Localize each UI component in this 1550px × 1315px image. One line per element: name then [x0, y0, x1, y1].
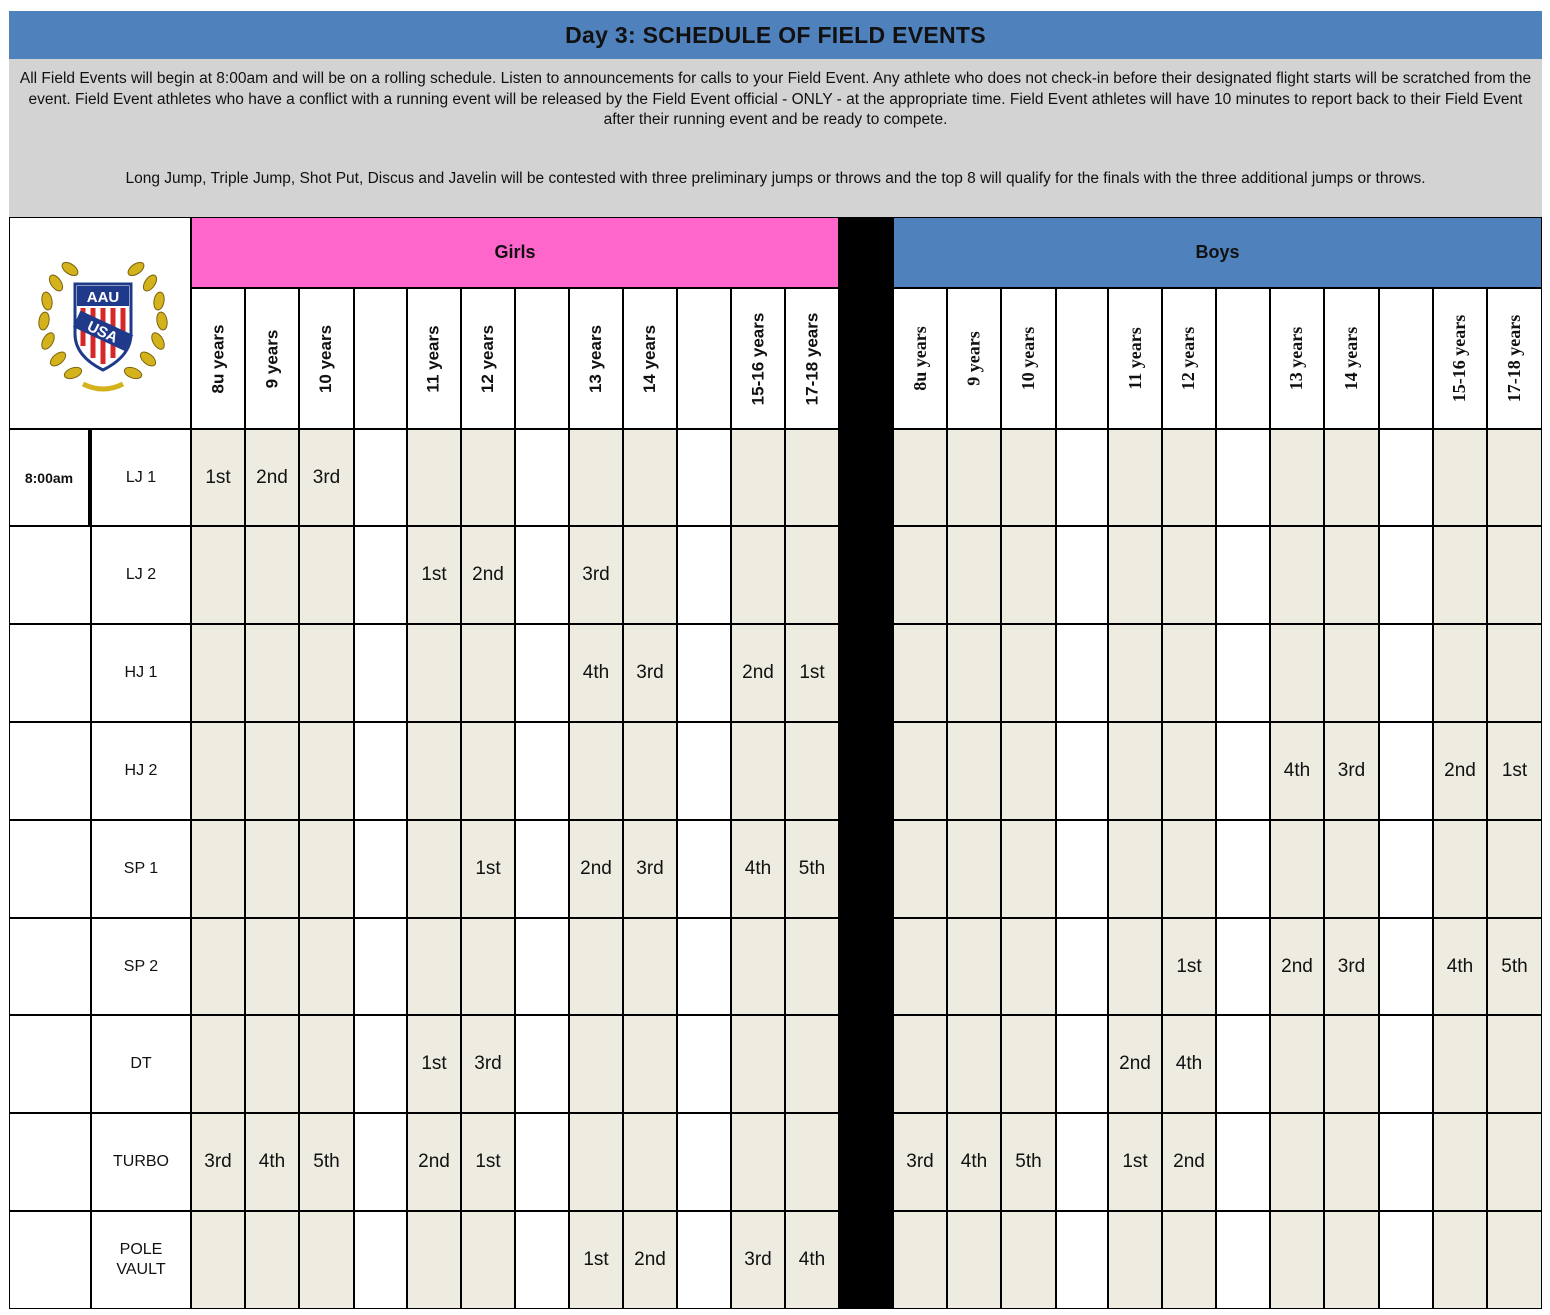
girls-schedule-cell: 5th	[299, 1113, 354, 1211]
boys-schedule-cell	[1108, 820, 1162, 918]
girls-schedule-cell: 3rd	[623, 624, 677, 722]
boys-schedule-cell	[1108, 722, 1162, 820]
girls-schedule-cell	[731, 1015, 785, 1113]
girls-schedule-cell	[407, 1211, 461, 1309]
age-label: 17-18 years	[802, 312, 822, 405]
girls-age-header	[785, 288, 839, 429]
boys-schedule-cell: 4th	[1162, 1015, 1216, 1113]
boys-schedule-cell	[947, 1015, 1001, 1113]
boys-schedule-cell	[1270, 429, 1324, 526]
event-label: DT	[91, 1015, 191, 1113]
event-label: LJ 2	[91, 526, 191, 624]
instructions-paragraph: All Field Events will begin at 8:00am and will be on a rolling schedule. Listen to announcements for calls to your Field Event. Any athlete who does not check-in before their designated flight starts will be scratched from the event. Field Event athletes who have a conflict with a running event will be released by the Field Event official - ONLY - at the appropriate time. Field Event athletes will have 10 minutes to report back to their Field Event after their running event and be ready to compete.	[19, 70, 1532, 128]
boys-schedule-cell	[1324, 1211, 1379, 1309]
girls-schedule-cell: 1st	[785, 624, 839, 722]
girls-schedule-cell	[191, 624, 245, 722]
girls-schedule-cell	[191, 918, 245, 1015]
girls-schedule-cell	[569, 918, 623, 1015]
girls-schedule-cell	[245, 1015, 299, 1113]
girls-schedule-cell	[677, 429, 731, 526]
boys-schedule-cell	[893, 624, 947, 722]
boys-age-header	[1108, 288, 1162, 429]
boys-age-header	[1001, 288, 1056, 429]
boys-schedule-cell: 2nd	[1433, 722, 1487, 820]
girls-schedule-cell	[515, 820, 569, 918]
boys-schedule-cell	[1487, 624, 1542, 722]
girls-schedule-cell: 2nd	[461, 526, 515, 624]
girls-schedule-cell: 5th	[785, 820, 839, 918]
boys-schedule-cell: 3rd	[1324, 722, 1379, 820]
girls-schedule-cell	[245, 526, 299, 624]
girls-schedule-cell	[354, 722, 407, 820]
boys-schedule-cell	[1324, 820, 1379, 918]
girls-age-header	[677, 288, 731, 429]
age-label: 11 years	[1124, 327, 1145, 390]
girls-schedule-cell	[461, 918, 515, 1015]
event-label: LJ 1	[91, 429, 191, 526]
girls-schedule-cell	[677, 1015, 731, 1113]
time-cell: 8:00am	[9, 429, 91, 526]
boys-schedule-cell	[1379, 526, 1433, 624]
aau-usa-logo	[28, 246, 178, 396]
boys-schedule-cell	[1379, 624, 1433, 722]
age-label: 8u years	[208, 324, 227, 393]
boys-schedule-cell: 2nd	[1162, 1113, 1216, 1211]
girls-schedule-cell	[731, 429, 785, 526]
boys-schedule-cell	[1324, 1015, 1379, 1113]
girls-schedule-cell: 3rd	[731, 1211, 785, 1309]
boys-schedule-cell	[1433, 429, 1487, 526]
girls-schedule-cell	[515, 1015, 569, 1113]
girls-schedule-cell	[354, 1211, 407, 1309]
boys-age-header	[1162, 288, 1216, 429]
girls-schedule-cell	[354, 1015, 407, 1113]
girls-schedule-cell	[354, 429, 407, 526]
girls-age-header	[191, 288, 245, 429]
boys-header: Boys	[893, 217, 1542, 288]
boys-schedule-cell	[1216, 1211, 1270, 1309]
boys-schedule-cell	[1216, 624, 1270, 722]
boys-schedule-cell	[1216, 1113, 1270, 1211]
boys-schedule-cell	[1379, 820, 1433, 918]
boys-schedule-cell	[1001, 624, 1056, 722]
boys-schedule-cell: 1st	[1108, 1113, 1162, 1211]
girls-schedule-cell	[569, 1015, 623, 1113]
boys-schedule-cell: 3rd	[1324, 918, 1379, 1015]
girls-schedule-cell	[461, 429, 515, 526]
age-label: 12 years	[478, 324, 498, 393]
time-cell	[9, 624, 91, 722]
girls-schedule-cell	[515, 1113, 569, 1211]
page-title: Day 3: SCHEDULE OF FIELD EVENTS	[9, 11, 1542, 59]
svg-text:AAU: AAU	[86, 289, 120, 306]
girls-schedule-cell	[407, 918, 461, 1015]
time-cell	[9, 820, 91, 918]
girls-schedule-cell: 3rd	[299, 429, 354, 526]
time-cell	[9, 722, 91, 820]
boys-schedule-cell	[1379, 1015, 1433, 1113]
boys-schedule-cell	[947, 918, 1001, 1015]
age-label: 9 years	[963, 331, 984, 386]
instructions-panel	[9, 59, 1542, 217]
girls-schedule-cell	[245, 624, 299, 722]
boys-schedule-cell	[893, 429, 947, 526]
boys-schedule-cell	[1324, 1113, 1379, 1211]
boys-schedule-cell	[947, 722, 1001, 820]
girls-schedule-cell	[623, 722, 677, 820]
girls-schedule-cell: 2nd	[245, 429, 299, 526]
boys-schedule-cell: 2nd	[1270, 918, 1324, 1015]
boys-schedule-cell: 5th	[1001, 1113, 1056, 1211]
girls-schedule-cell	[407, 429, 461, 526]
boys-schedule-cell	[1001, 429, 1056, 526]
boys-schedule-cell	[1324, 624, 1379, 722]
age-label: 11 years	[424, 324, 444, 393]
girls-schedule-cell	[785, 918, 839, 1015]
girls-schedule-cell	[623, 1113, 677, 1211]
girls-schedule-cell	[515, 918, 569, 1015]
age-label: 10 years	[316, 324, 336, 393]
time-cell	[9, 526, 91, 624]
boys-schedule-cell	[1162, 624, 1216, 722]
event-label: SP 1	[91, 820, 191, 918]
boys-schedule-cell	[1487, 1015, 1542, 1113]
girls-schedule-cell: 2nd	[569, 820, 623, 918]
age-label: 12 years	[1178, 326, 1199, 391]
boys-schedule-cell	[1270, 1113, 1324, 1211]
boys-age-header	[1270, 288, 1324, 429]
girls-schedule-cell	[299, 820, 354, 918]
girls-schedule-cell: 3rd	[569, 526, 623, 624]
girls-age-header	[623, 288, 677, 429]
girls-schedule-cell	[191, 1211, 245, 1309]
girls-schedule-cell	[299, 1211, 354, 1309]
girls-schedule-cell: 4th	[245, 1113, 299, 1211]
girls-age-header	[731, 288, 785, 429]
boys-schedule-cell	[1056, 526, 1108, 624]
boys-schedule-cell	[1056, 1211, 1108, 1309]
girls-schedule-cell: 4th	[569, 624, 623, 722]
boys-schedule-cell	[1487, 820, 1542, 918]
boys-schedule-cell	[1001, 1211, 1056, 1309]
boys-schedule-cell	[893, 722, 947, 820]
girls-schedule-cell	[677, 820, 731, 918]
age-label: 15-16 years	[1449, 314, 1470, 403]
boys-schedule-cell	[1001, 820, 1056, 918]
boys-schedule-cell	[1379, 918, 1433, 1015]
boys-schedule-cell	[1433, 1113, 1487, 1211]
girls-schedule-cell	[569, 722, 623, 820]
group-divider	[839, 217, 893, 1309]
girls-schedule-cell	[191, 722, 245, 820]
girls-schedule-cell: 1st	[461, 1113, 515, 1211]
boys-schedule-cell: 1st	[1487, 722, 1542, 820]
girls-schedule-cell	[731, 918, 785, 1015]
boys-schedule-cell	[1108, 624, 1162, 722]
time-cell	[9, 1015, 91, 1113]
boys-schedule-cell	[1433, 1015, 1487, 1113]
girls-schedule-cell	[515, 722, 569, 820]
girls-schedule-cell	[785, 722, 839, 820]
girls-schedule-cell	[623, 429, 677, 526]
girls-schedule-cell	[354, 1113, 407, 1211]
boys-schedule-cell	[1056, 1015, 1108, 1113]
boys-schedule-cell	[1270, 526, 1324, 624]
boys-schedule-cell	[1001, 918, 1056, 1015]
girls-schedule-cell	[569, 429, 623, 526]
boys-schedule-cell	[1487, 526, 1542, 624]
boys-schedule-cell	[947, 1211, 1001, 1309]
boys-schedule-cell	[1216, 820, 1270, 918]
boys-schedule-cell	[893, 820, 947, 918]
event-label: HJ 2	[91, 722, 191, 820]
girls-schedule-cell	[407, 820, 461, 918]
boys-schedule-cell	[1433, 624, 1487, 722]
boys-schedule-cell	[1379, 722, 1433, 820]
boys-schedule-cell	[1433, 820, 1487, 918]
girls-schedule-cell	[677, 624, 731, 722]
girls-schedule-cell	[677, 1211, 731, 1309]
boys-schedule-cell	[1056, 722, 1108, 820]
boys-schedule-cell	[1056, 918, 1108, 1015]
girls-schedule-cell	[515, 526, 569, 624]
girls-schedule-cell: 1st	[461, 820, 515, 918]
girls-schedule-cell	[677, 526, 731, 624]
girls-schedule-cell: 3rd	[461, 1015, 515, 1113]
boys-age-header	[893, 288, 947, 429]
boys-schedule-cell	[1487, 1113, 1542, 1211]
boys-schedule-cell	[1056, 624, 1108, 722]
girls-schedule-cell: 3rd	[191, 1113, 245, 1211]
boys-schedule-cell	[1108, 526, 1162, 624]
girls-schedule-cell	[191, 526, 245, 624]
format-note: Long Jump, Triple Jump, Shot Put, Discus and Javelin will be contested with three preliminary jumps or throws and the top 8 will qualify for the finals with the three additional jumps or throws.	[125, 169, 1426, 187]
boys-schedule-cell	[1379, 429, 1433, 526]
boys-schedule-cell	[1216, 429, 1270, 526]
boys-schedule-cell	[1270, 1015, 1324, 1113]
girls-schedule-cell	[245, 1211, 299, 1309]
boys-schedule-cell	[1056, 1113, 1108, 1211]
age-label: 10 years	[1018, 326, 1039, 391]
girls-schedule-cell: 4th	[785, 1211, 839, 1309]
time-cell	[9, 1211, 91, 1309]
boys-age-header	[1487, 288, 1542, 429]
girls-schedule-cell	[299, 624, 354, 722]
boys-schedule-cell	[1216, 722, 1270, 820]
boys-schedule-cell: 4th	[947, 1113, 1001, 1211]
boys-age-header	[1433, 288, 1487, 429]
girls-schedule-cell	[677, 722, 731, 820]
event-label: TURBO	[91, 1113, 191, 1211]
boys-schedule-cell	[1056, 429, 1108, 526]
boys-schedule-cell	[1162, 1211, 1216, 1309]
boys-schedule-cell	[1487, 429, 1542, 526]
boys-schedule-cell	[1001, 1015, 1056, 1113]
girls-schedule-cell	[354, 526, 407, 624]
schedule-table	[9, 217, 1542, 1309]
boys-schedule-cell: 5th	[1487, 918, 1542, 1015]
girls-schedule-cell	[299, 1015, 354, 1113]
boys-age-header	[1056, 288, 1108, 429]
boys-schedule-cell: 2nd	[1108, 1015, 1162, 1113]
boys-schedule-cell	[893, 1015, 947, 1113]
boys-schedule-cell	[1162, 526, 1216, 624]
girls-schedule-cell: 2nd	[407, 1113, 461, 1211]
boys-age-header	[1324, 288, 1379, 429]
girls-schedule-cell: 1st	[407, 526, 461, 624]
girls-schedule-cell	[245, 918, 299, 1015]
girls-schedule-cell: 2nd	[623, 1211, 677, 1309]
girls-schedule-cell	[245, 722, 299, 820]
boys-schedule-cell	[1433, 1211, 1487, 1309]
boys-age-header	[1216, 288, 1270, 429]
girls-age-header	[461, 288, 515, 429]
girls-schedule-cell	[515, 429, 569, 526]
boys-schedule-cell	[1108, 429, 1162, 526]
boys-schedule-cell	[1324, 526, 1379, 624]
boys-schedule-cell	[947, 624, 1001, 722]
boys-schedule-cell	[893, 526, 947, 624]
girls-schedule-cell	[407, 624, 461, 722]
boys-schedule-cell	[1162, 722, 1216, 820]
boys-schedule-cell: 4th	[1270, 722, 1324, 820]
girls-age-header	[407, 288, 461, 429]
girls-schedule-cell: 3rd	[623, 820, 677, 918]
girls-schedule-cell	[191, 820, 245, 918]
boys-schedule-cell	[1379, 1211, 1433, 1309]
girls-schedule-cell	[677, 1113, 731, 1211]
girls-schedule-cell	[623, 526, 677, 624]
boys-schedule-cell	[947, 526, 1001, 624]
svg-text:USA: USA	[84, 317, 121, 347]
boys-schedule-cell: 3rd	[893, 1113, 947, 1211]
age-label: 13 years	[586, 324, 606, 393]
girls-schedule-cell	[623, 918, 677, 1015]
age-label: 13 years	[1286, 326, 1307, 391]
boys-schedule-cell	[893, 1211, 947, 1309]
girls-schedule-cell	[623, 1015, 677, 1113]
girls-schedule-cell	[731, 526, 785, 624]
logo-cell	[9, 217, 191, 429]
boys-age-header	[947, 288, 1001, 429]
boys-schedule-cell: 1st	[1162, 918, 1216, 1015]
girls-schedule-cell	[354, 624, 407, 722]
age-label: 9 years	[262, 329, 281, 388]
boys-schedule-cell	[1001, 526, 1056, 624]
girls-schedule-cell	[785, 1113, 839, 1211]
boys-schedule-cell	[1108, 918, 1162, 1015]
boys-age-header	[1379, 288, 1433, 429]
age-label: 14 years	[1341, 326, 1362, 391]
boys-schedule-cell	[1216, 918, 1270, 1015]
girls-schedule-cell	[785, 1015, 839, 1113]
girls-schedule-cell	[515, 624, 569, 722]
event-label: HJ 1	[91, 624, 191, 722]
age-label: 15-16 years	[748, 312, 768, 405]
boys-schedule-cell	[947, 429, 1001, 526]
girls-schedule-cell	[299, 722, 354, 820]
boys-schedule-cell	[1433, 526, 1487, 624]
boys-schedule-cell	[1324, 429, 1379, 526]
girls-schedule-cell: 4th	[731, 820, 785, 918]
girls-age-header	[354, 288, 407, 429]
event-label: SP 2	[91, 918, 191, 1015]
girls-age-header	[245, 288, 299, 429]
boys-schedule-cell	[1056, 820, 1108, 918]
boys-schedule-cell	[1487, 1211, 1542, 1309]
boys-schedule-cell	[1270, 624, 1324, 722]
girls-schedule-cell	[677, 918, 731, 1015]
girls-schedule-cell: 1st	[407, 1015, 461, 1113]
boys-schedule-cell	[893, 918, 947, 1015]
girls-schedule-cell	[354, 820, 407, 918]
boys-schedule-cell	[1216, 1015, 1270, 1113]
girls-schedule-cell	[569, 1113, 623, 1211]
girls-schedule-cell	[785, 429, 839, 526]
boys-schedule-cell	[1108, 1211, 1162, 1309]
girls-schedule-cell	[299, 918, 354, 1015]
girls-schedule-cell	[731, 1113, 785, 1211]
girls-schedule-cell	[354, 918, 407, 1015]
girls-header: Girls	[191, 217, 839, 288]
boys-schedule-cell	[1216, 526, 1270, 624]
girls-schedule-cell	[785, 526, 839, 624]
girls-schedule-cell: 1st	[569, 1211, 623, 1309]
girls-schedule-cell	[299, 526, 354, 624]
boys-schedule-cell	[1379, 1113, 1433, 1211]
girls-schedule-cell	[731, 722, 785, 820]
girls-schedule-cell	[245, 820, 299, 918]
age-label: 17-18 years	[1504, 314, 1525, 403]
boys-schedule-cell	[1162, 429, 1216, 526]
time-cell	[9, 1113, 91, 1211]
boys-schedule-cell	[1270, 820, 1324, 918]
boys-schedule-cell: 4th	[1433, 918, 1487, 1015]
age-label: 8u years	[909, 326, 930, 391]
time-cell	[9, 918, 91, 1015]
girls-schedule-cell	[407, 722, 461, 820]
girls-schedule-cell	[191, 1015, 245, 1113]
age-label: 14 years	[640, 324, 660, 393]
girls-age-header	[569, 288, 623, 429]
girls-schedule-cell	[461, 624, 515, 722]
event-label: POLE VAULT	[91, 1211, 191, 1309]
girls-schedule-cell: 2nd	[731, 624, 785, 722]
girls-age-header	[515, 288, 569, 429]
boys-schedule-cell	[947, 820, 1001, 918]
boys-schedule-cell	[1270, 1211, 1324, 1309]
girls-schedule-cell	[461, 722, 515, 820]
boys-schedule-cell	[1162, 820, 1216, 918]
girls-schedule-cell	[461, 1211, 515, 1309]
girls-schedule-cell: 1st	[191, 429, 245, 526]
girls-schedule-cell	[515, 1211, 569, 1309]
boys-schedule-cell	[1001, 722, 1056, 820]
girls-age-header	[299, 288, 354, 429]
